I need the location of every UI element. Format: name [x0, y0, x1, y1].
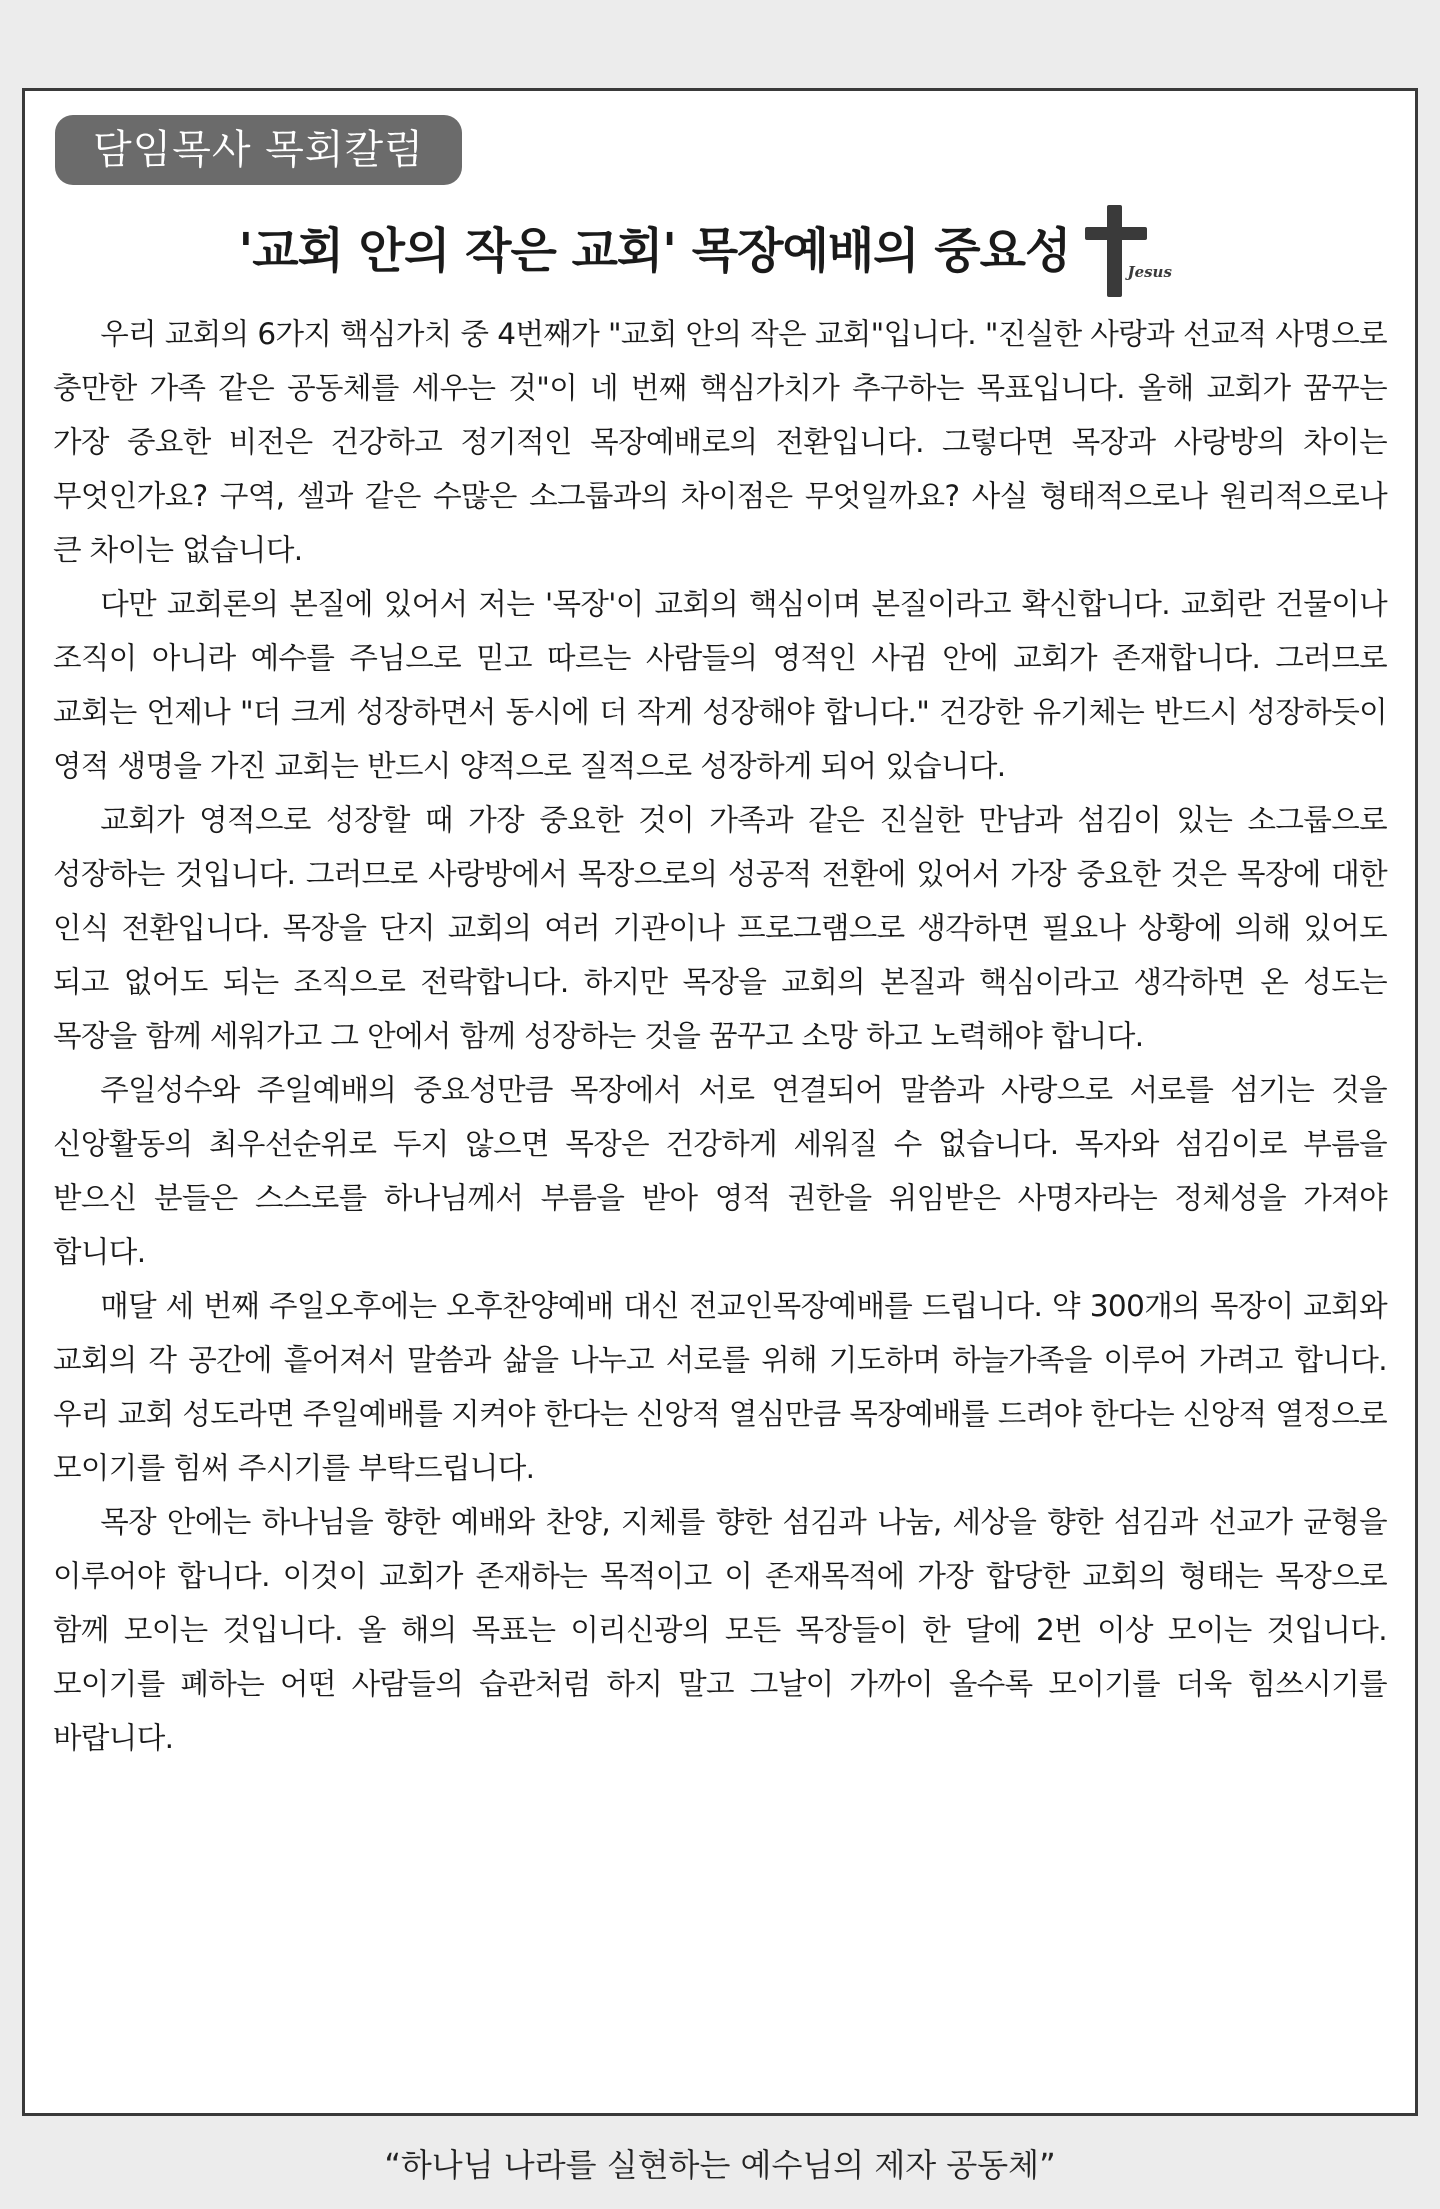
column-label-badge: 담임목사 목회칼럼 — [55, 115, 462, 185]
paragraph: 다만 교회론의 본질에 있어서 저는 '목장'이 교회의 핵심이며 본질이라고 확신합니다. 교회란 건물이나 조직이 아니라 예수를 주님으로 믿고 따르는 사람들의 영적인 사귐 안에 교회가 존재합니다. 그러므로 교회는 언제나 "더 크게 성장하면서 동시에 더 작게 성장해야 합니다." 건강한 유기체는 반드시 성장하듯이 영적 생명을 가진 교회는 반드시 양적으로 질적으로 성장하게 되어 있습니다. — [53, 587, 1387, 783]
church-motto: “하나님 나라를 실현하는 예수님의 제자 공동체” — [384, 2146, 1056, 2184]
cross-icon — [1083, 201, 1201, 301]
cross-vertical-bar — [1107, 205, 1122, 297]
title-row — [25, 201, 1415, 301]
paragraph: 교회가 영적으로 성장할 때 가장 중요한 것이 가족과 같은 진실한 만남과 섬김이 있는 소그룹으로 성장하는 것입니다. 그러므로 사랑방에서 목장으로의 성공적 전환에 있어서 가장 중요한 것은 목장에 대한 인식 전환입니다. 목장을 단지 교회의 여러 기관이나 프로그램으로 생각하면 필요나 상황에 의해 있어도 되고 없어도 되는 조직으로 전락합니다. 하지만 목장을 교회의 본질과 핵심이라고 생각하면 온 성도는 목장을 함께 세워가고 그 안에서 함께 성장하는 것을 꿈꾸고 소망 하고 노력해야 합니다. — [53, 803, 1387, 1053]
column-title: '교회 안의 작은 교회' 목장예배의 중요성 — [238, 223, 1071, 279]
column-body — [53, 307, 1387, 1765]
paragraph: 주일성수와 주일예배의 중요성만큼 목장에서 서로 연결되어 말씀과 사랑으로 서로를 섬기는 것을 신앙활동의 최우선순위로 두지 않으면 목장은 건강하게 세워질 수 없습니다. 목자와 섬김이로 부름을 받으신 분들은 스스로를 하나님께서 부름을 받아 영적 권한을 위임받은 사명자라는 정체성을 가져야 합니다. — [53, 1073, 1387, 1269]
jesus-script-text: Jesus — [1127, 263, 1172, 281]
column-frame — [22, 88, 1418, 2116]
cross-horizontal-bar — [1085, 227, 1147, 240]
paragraph: 매달 세 번째 주일오후에는 오후찬양예배 대신 전교인목장예배를 드립니다. 약 300개의 목장이 교회와 교회의 각 공간에 흩어져서 말씀과 삶을 나누고 서로를 위해 기도하며 하늘가족을 이루어 가려고 합니다. 우리 교회 성도라면 주일예배를 지켜야 한다는 신앙적 열심만큼 목장예배를 드려야 한다는 신앙적 열정으로 모이기를 힘써 주시기를 부탁드립니다. — [53, 1289, 1387, 1485]
paragraph: 우리 교회의 6가지 핵심가치 중 4번째가 "교회 안의 작은 교회"입니다. "진실한 사랑과 선교적 사명으로 충만한 가족 같은 공동체를 세우는 것"이 네 번째 핵심가치가 추구하는 목표입니다. 올해 교회가 꿈꾸는 가장 중요한 비전은 건강하고 정기적인 목장예배로의 전환입니다. 그렇다면 목장과 사랑방의 차이는 무엇인가요? 구역, 셀과 같은 수많은 소그룹과의 차이점은 무엇일까요? 사실 형태적으로나 원리적으로나 큰 차이는 없습니다. — [53, 317, 1387, 567]
paragraph: 목장 안에는 하나님을 향한 예배와 찬양, 지체를 향한 섬김과 나눔, 세상을 향한 섬김과 선교가 균형을 이루어야 합니다. 이것이 교회가 존재하는 목적이고 이 존재목적에 가장 합당한 교회의 형태는 목장으로 함께 모이는 것입니다. 올 해의 목표는 이리신광의 모든 목장들이 한 달에 2번 이상 모이는 것입니다. 모이기를 폐하는 어떤 사람들의 습관처럼 하지 말고 그날이 가까이 올수록 모이기를 더욱 힘쓰시기를 바랍니다. — [53, 1505, 1387, 1755]
